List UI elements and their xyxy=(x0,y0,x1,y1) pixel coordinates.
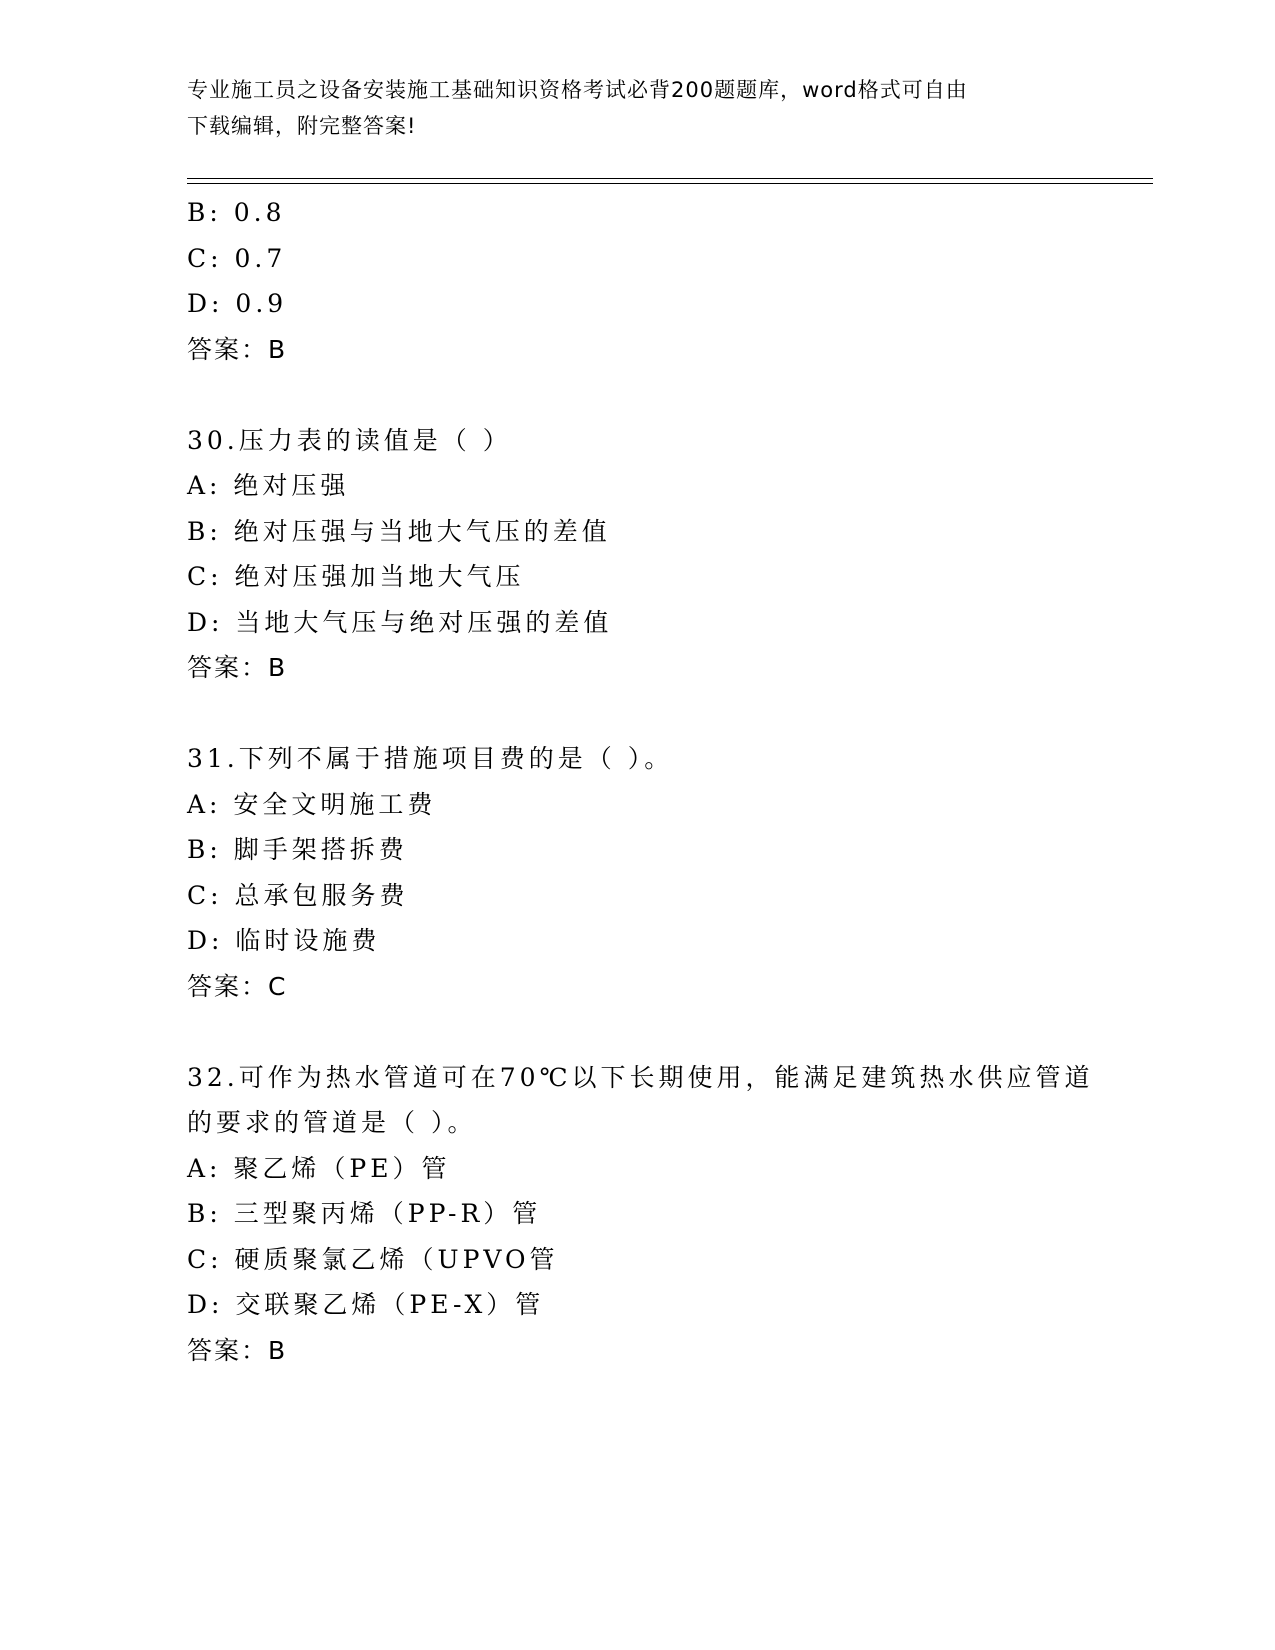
question-30 xyxy=(187,418,1087,691)
option-b: B: 三型聚丙烯（PP-R）管 xyxy=(187,1199,542,1228)
question-32 xyxy=(187,1055,1094,1374)
option-c: C: 绝对压强加当地大气压 xyxy=(187,562,525,591)
header-title-line-1: 专业施工员之设备安装施工基础知识资格考试必背200题题库，word格式可自由 xyxy=(187,78,968,102)
answer: 答案：B xyxy=(187,653,288,682)
option-b: B: 绝对压强与当地大气压的差值 xyxy=(187,516,611,546)
option-d: D: 交联聚乙烯（PE-X）管 xyxy=(187,1290,545,1319)
header-divider-top xyxy=(187,178,1153,179)
answer: 答案：C xyxy=(187,971,288,1001)
option-d: D: 当地大气压与绝对压强的差值 xyxy=(187,607,613,637)
document-header xyxy=(187,72,1067,144)
question-29-tail xyxy=(187,190,1087,372)
option-b: B: 0.8 xyxy=(187,198,286,227)
answer: 答案：B xyxy=(187,1335,288,1365)
question-stem-line-2: 的要求的管道是（ ）。 xyxy=(187,1108,477,1137)
option-a: A: 绝对压强 xyxy=(187,471,350,500)
question-list xyxy=(187,190,1094,1373)
question-31 xyxy=(187,736,1087,1009)
question-spacer xyxy=(187,1009,1087,1055)
header-divider-bottom xyxy=(187,183,1153,184)
question-stem-line-1: 32.可作为热水管道可在70℃以下长期使用，能满足建筑热水供应管道 xyxy=(187,1062,1094,1092)
option-a: A: 聚乙烯（PE）管 xyxy=(187,1153,451,1183)
question-spacer xyxy=(187,691,1087,737)
option-b: B: 脚手架搭拆费 xyxy=(187,835,408,864)
option-c: C: 总承包服务费 xyxy=(187,880,409,910)
question-stem: 31.下列不属于措施项目费的是（ ）。 xyxy=(187,744,674,773)
option-d: D: 临时设施费 xyxy=(187,926,381,955)
option-a: A: 安全文明施工费 xyxy=(187,789,437,819)
question-spacer xyxy=(187,372,1087,418)
header-title-line-2: 下载编辑，附完整答案! xyxy=(187,114,417,138)
option-c: C: 硬质聚氯乙烯（UPVO管 xyxy=(187,1244,559,1274)
option-d: D: 0.9 xyxy=(187,289,288,318)
question-stem: 30.压力表的读值是（ ） xyxy=(187,425,512,455)
answer: 答案：B xyxy=(187,334,288,364)
option-c: C: 0.7 xyxy=(187,243,287,273)
